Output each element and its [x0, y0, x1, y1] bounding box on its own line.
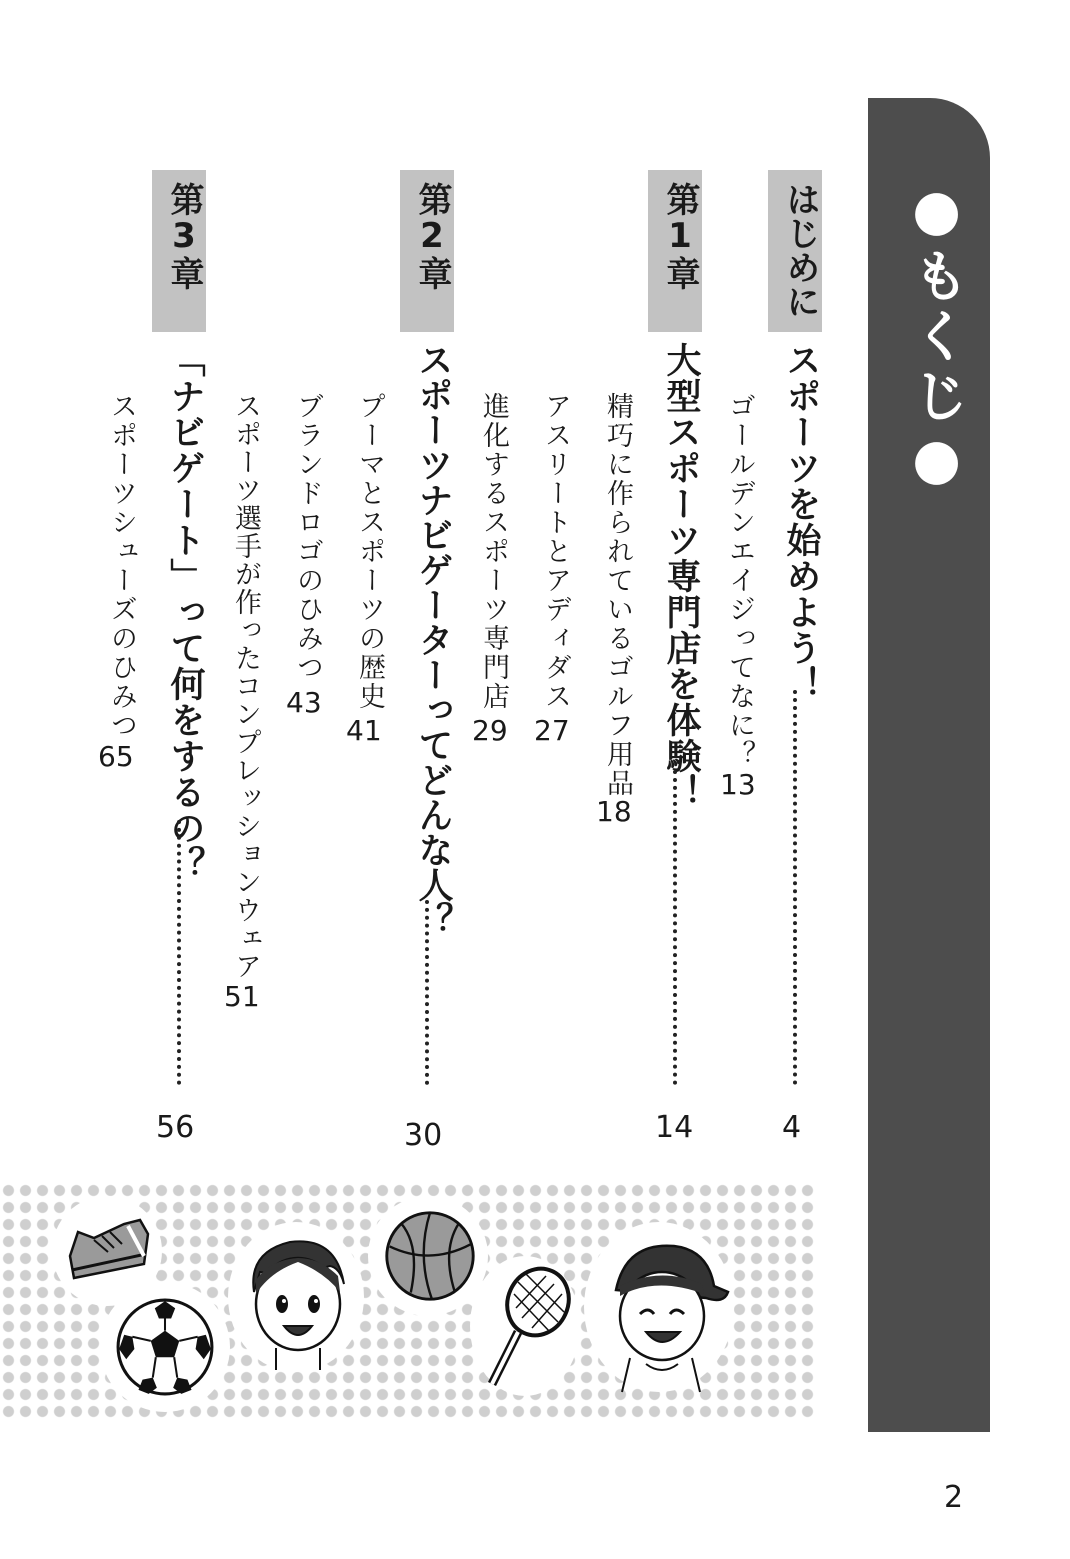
item-text-ch1-2[interactable]: アスリートとアディダス	[540, 392, 571, 711]
item-text-ch1-3[interactable]: 進化するスポーツ専門店	[478, 392, 509, 711]
soccer-ball-icon	[114, 1296, 216, 1398]
section-title-ch1[interactable]: 大型スポーツ専門店を体験！	[661, 342, 701, 810]
page-number: 2	[944, 1480, 964, 1515]
toc-title: ●もくじ●	[904, 178, 969, 496]
item-text-ch2-1[interactable]: プーマとスポーツの歴史	[354, 392, 385, 711]
leader-dots-ch1	[673, 770, 677, 1085]
section-label-intro: はじめに	[780, 182, 820, 318]
item-page-intro-1: 13	[720, 768, 756, 801]
basketball-icon	[382, 1208, 478, 1304]
section-title-ch2[interactable]: スポーツナビゲーターってどんな人？	[413, 342, 453, 937]
section-page-intro: 4	[782, 1110, 802, 1145]
leader-dots-ch3	[177, 820, 181, 1085]
leader-dots-ch2	[425, 900, 429, 1085]
section-page-ch1: 14	[655, 1110, 694, 1145]
item-text-intro-1[interactable]: ゴールデンエイジってなに？	[724, 392, 755, 769]
item-text-ch3-1[interactable]: スポーツシューズのひみつ	[106, 392, 137, 740]
section-label-ch3: 第3章	[164, 182, 204, 290]
item-page-ch2-1: 41	[346, 714, 382, 747]
sneaker-icon	[64, 1212, 154, 1284]
item-page-ch2-2: 43	[286, 686, 322, 719]
cap-boy-character-icon	[596, 1236, 730, 1396]
item-page-ch3-1: 65	[98, 740, 134, 773]
section-title-intro[interactable]: スポーツを始めよう！	[781, 342, 821, 702]
section-label-ch2: 第2章	[412, 182, 452, 290]
item-page-ch1-2: 27	[534, 714, 570, 747]
item-page-ch1-1: 18	[596, 795, 632, 828]
item-page-ch1-3: 29	[472, 714, 508, 747]
section-label-ch1: 第1章	[660, 182, 700, 290]
section-page-ch2: 30	[404, 1118, 443, 1153]
section-page-ch3: 56	[156, 1110, 195, 1145]
item-page-ch2-3: 51	[224, 980, 260, 1013]
leader-dots-intro	[793, 690, 797, 1085]
item-text-ch2-3[interactable]: スポーツ選手が作ったコンプレッションウェア	[230, 392, 261, 980]
item-text-ch2-2[interactable]: ブランドロゴのひみつ	[292, 392, 323, 682]
section-title-ch3[interactable]: 「ナビゲート」って何をするの？	[165, 342, 205, 882]
boy-character-icon	[240, 1232, 356, 1374]
item-text-ch1-1[interactable]: 精巧に作られているゴルフ用品	[602, 392, 633, 798]
tennis-racket-icon	[478, 1262, 574, 1392]
